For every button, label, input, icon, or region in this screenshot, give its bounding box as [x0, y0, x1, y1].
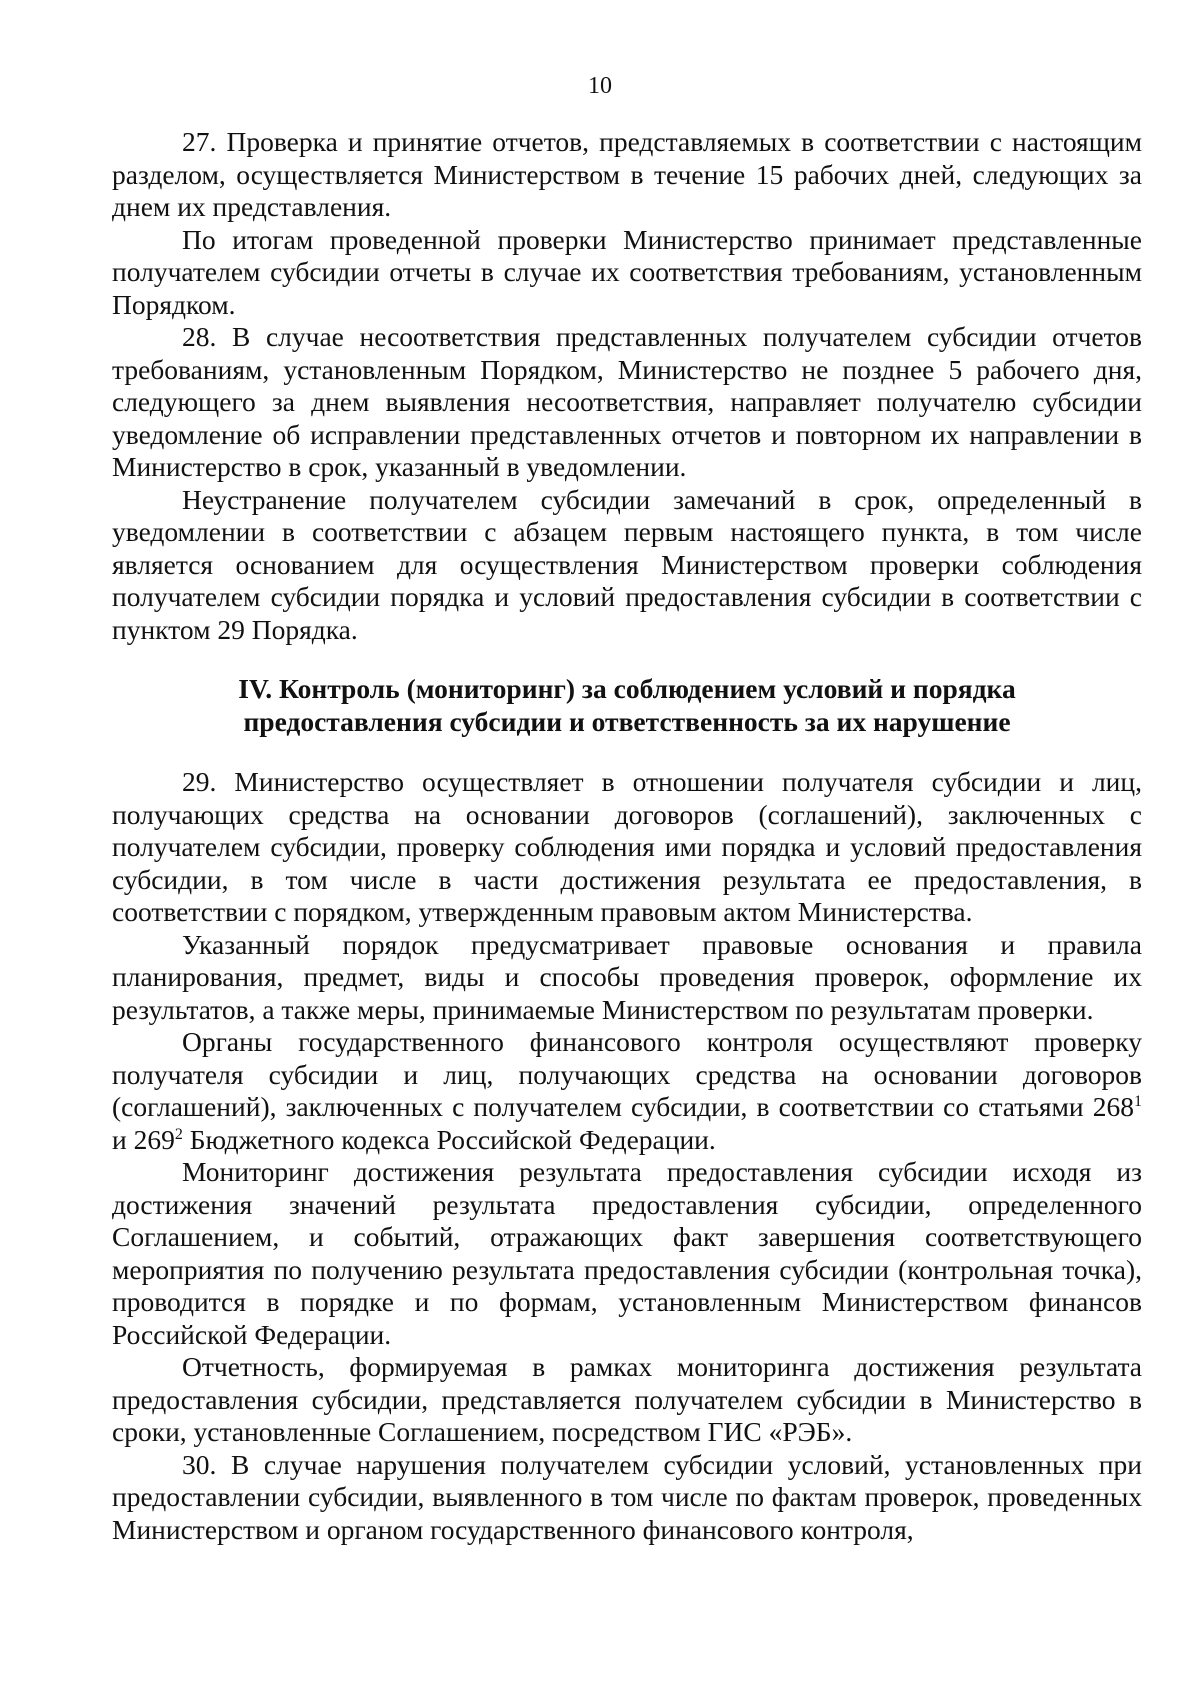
paragraph-28: 28. В случае несоответствия представленных получателем субсидии отчетов требованиям, установленным Порядком, Министерство не позднее 5 рабочего дня, следующего за днем выявления несоответствия, направляет получателю субсидии уведомление об исправлении представленных отчетов и повторном их направлении в Министерство в срок, указанный в уведомлении. — [112, 321, 1142, 482]
paragraph-28-failure: Неустранение получателем субсидии замечаний в срок, определенный в уведомлении в соответствии с абзацем первым настоящего пункта, в том числе является основанием для осуществления Министерством проверки соблюдения получателем субсидии порядка и условий предоставления субсидии в соответствии с пунктом 29 Порядка. — [112, 483, 1142, 645]
paragraph-29-financial-control — [112, 1026, 1142, 1156]
paragraph-29-monitoring: Мониторинг достижения результата предоставления субсидии исходя из достижения значений результата предоставления субсидии, определенного Соглашением, и событий, отражающих факт завершения соответствующего мероприятия по получению результата предоставления субсидии (контрольная точка), проводится в порядке и по формам, установленным Министерством финансов Российской Федерации. — [112, 1156, 1142, 1350]
control-text-2: и 269 — [112, 1123, 175, 1155]
superscript-2: 2 — [174, 1125, 183, 1143]
paragraph-27: 27. Проверка и принятие отчетов, представляемых в соответствии с настоящим разделом, осуществляется Министерством в течение 15 рабочих дней, следующих за днем их представления. — [112, 126, 1142, 222]
paragraph-29-reporting: Отчетность, формируемая в рамках мониторинга достижения результата предоставления субсидии, представляется получателем субсидии в Министерство в сроки, установленные Соглашением, посредством ГИС «РЭБ». — [112, 1351, 1142, 1447]
paragraph-29-procedure: Указанный порядок предусматривает правовые основания и правила планирования, предмет, виды и способы проведения проверок, оформление их результатов, а также меры, принимаемые Министерством по результатам проверки. — [112, 928, 1142, 1025]
superscript-1: 1 — [1134, 1092, 1142, 1110]
section-heading-line-2: предоставления субсидии и ответственность за их нарушение — [243, 706, 1011, 737]
paragraph-30: 30. В случае нарушения получателем субсидии условий, установленных при предоставлении субсидии, выявленного в том числе по фактам проверок, проведенных Министерством и органом государственного финансового контроля, — [112, 1448, 1142, 1545]
paragraph-27-results: По итогам проведенной проверки Министерство принимает представленные получателем субсидии отчеты в случае их соответствия требованиям, установленным Порядком. — [112, 223, 1142, 320]
section-heading-iv — [112, 672, 1142, 738]
paragraph-29: 29. Министерство осуществляет в отношении получателя субсидии и лиц, получающих средства на основании договоров (соглашений), заключенных с получателем субсидии, проверку соблюдения ими порядка и условий предоставления субсидии, в том числе в части достижения результата ее предоставления, в соответствии с порядком, утвержденным правовым актом Министерства. — [112, 766, 1142, 927]
control-text-1: Органы государственного финансового контроля осуществляют проверку получателя субсидии и лиц, получающих средства на основании договоров (соглашений), заключенных с получателем субсидии, в соответствии со статьями 268 — [112, 1026, 1142, 1122]
section-heading-line-1: IV. Контроль (мониторинг) за соблюдением условий и порядка — [238, 673, 1016, 704]
document-body — [112, 126, 1142, 1546]
control-text-3: Бюджетного кодекса Российской Федерации. — [182, 1123, 716, 1155]
page-number: 10 — [588, 73, 612, 99]
